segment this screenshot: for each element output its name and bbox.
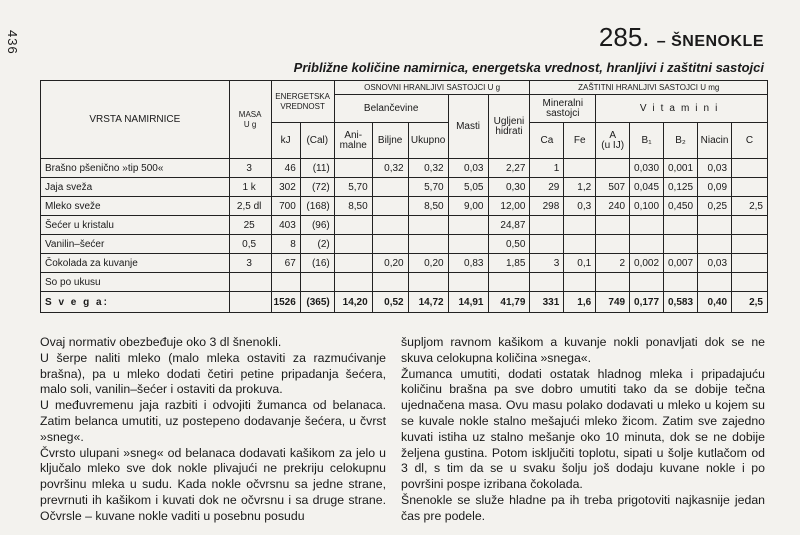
cell-fat: 14,91 xyxy=(448,292,488,313)
header-fe: Fe xyxy=(564,123,596,159)
cell-fe xyxy=(564,273,596,292)
cell-fe xyxy=(564,159,596,178)
cell-niacin: 0,03 xyxy=(698,159,732,178)
cell-kj: 8 xyxy=(271,235,300,254)
cell-mass: 1 k xyxy=(229,178,271,197)
cell-a: 507 xyxy=(596,178,630,197)
header-cal: (Cal) xyxy=(300,123,334,159)
cell-carbs: 0,30 xyxy=(488,178,530,197)
recipe-number: 285. xyxy=(598,22,650,52)
instruction-paragraph: Šnenokle se služe hladne pa ih treba prigotoviti najkasnije jedan čas pre podele. xyxy=(401,492,765,523)
cell-animal: 14,20 xyxy=(334,292,372,313)
cell-plant: 0,52 xyxy=(372,292,408,313)
cell-a xyxy=(596,216,630,235)
cell-c xyxy=(732,159,768,178)
cell-plant xyxy=(372,273,408,292)
cell-plant xyxy=(372,178,408,197)
cell-niacin: 0,40 xyxy=(698,292,732,313)
cell-mass xyxy=(229,273,271,292)
header-minerals: Mineralni sastojci xyxy=(530,95,596,123)
cell-plant xyxy=(372,216,408,235)
table-row xyxy=(41,159,768,178)
cell-niacin: 0,09 xyxy=(698,178,732,197)
table-row xyxy=(41,216,768,235)
cell-mass: 0,5 xyxy=(229,235,271,254)
cell-kj: 67 xyxy=(271,254,300,273)
cell-niacin: 0,25 xyxy=(698,197,732,216)
cell-ca: 29 xyxy=(530,178,564,197)
cell-cal: (96) xyxy=(300,216,334,235)
cell-b1: 0,177 xyxy=(630,292,664,313)
cell-ca: 331 xyxy=(530,292,564,313)
cell-fat xyxy=(448,273,488,292)
cell-name: Jaja sveža xyxy=(41,178,230,197)
cell-b1: 0,045 xyxy=(630,178,664,197)
cell-c xyxy=(732,254,768,273)
cell-b2 xyxy=(664,216,698,235)
cell-total: 8,50 xyxy=(408,197,448,216)
cell-carbs: 12,00 xyxy=(488,197,530,216)
cell-niacin: 0,03 xyxy=(698,254,732,273)
header-vit-b2: B₂ xyxy=(664,123,698,159)
nutrition-table xyxy=(40,80,768,313)
cell-b2 xyxy=(664,235,698,254)
cell-carbs: 2,27 xyxy=(488,159,530,178)
cell-c xyxy=(732,178,768,197)
header-vit-b1: B₁ xyxy=(630,123,664,159)
recipe-name: – ŠNENOKLE xyxy=(656,33,764,50)
instruction-paragraph: Ovaj normativ obezbeđuje oko 3 dl šnenokli. xyxy=(40,335,282,349)
cell-ca xyxy=(530,273,564,292)
cell-fe: 0,1 xyxy=(564,254,596,273)
cell-fat: 0,03 xyxy=(448,159,488,178)
header-vitamins: Vitamini xyxy=(596,95,768,123)
cell-cal: (16) xyxy=(300,254,334,273)
cell-carbs xyxy=(488,273,530,292)
instructions-right-column xyxy=(401,335,765,525)
cell-name: Mleko sveže xyxy=(41,197,230,216)
header-protein: Belančevine xyxy=(334,95,448,123)
cell-c: 2,5 xyxy=(732,292,768,313)
cell-b2: 0,001 xyxy=(664,159,698,178)
instruction-paragraph: Žumanca umutiti, dodati ostatak hladnog mleka i pripadajuću količinu brašna pa sve dobro umutiti tako da se dobije tečna ujednačena masa. Ovu masu polako dodavati u mleko u kojem su se kuvale nokle stalno mešajući mleko žicom. Zatim sve zajedno kuvati istiha uz stalno mešanje oko 10 minuta, dok se ne dobije željena gustina. Potom isključiti toplotu, sipati u šolje kutlačom od 3 dl, s tim da se u svaku šolju još dodaju kuvane nokle i po površini pospe izribana čokolada. xyxy=(401,366,765,492)
header-vit-a: A (u IJ) xyxy=(596,123,630,159)
instructions-left-column xyxy=(40,335,386,525)
cell-animal xyxy=(334,254,372,273)
cell-name: Vanilin–šećer xyxy=(41,235,230,254)
cell-mass: 3 xyxy=(229,254,271,273)
table-row xyxy=(41,178,768,197)
cell-animal: 5,70 xyxy=(334,178,372,197)
cell-c xyxy=(732,216,768,235)
cell-plant: 0,20 xyxy=(372,254,408,273)
cell-total xyxy=(408,235,448,254)
cell-animal xyxy=(334,159,372,178)
cell-fat xyxy=(448,216,488,235)
cell-b1 xyxy=(630,273,664,292)
cell-fe: 1,2 xyxy=(564,178,596,197)
table-row xyxy=(41,273,768,292)
cell-ca: 298 xyxy=(530,197,564,216)
table-subtitle: Približne količine namirnica, energetska vrednost, hranljivi i zaštitni sastojci xyxy=(293,60,764,75)
cell-c xyxy=(732,273,768,292)
header-carbs: Ugljeni hidrati xyxy=(488,95,530,159)
instruction-paragraph: U šerpe naliti mleko (malo mleka ostaviti za razmućivanje brašna), pa u mleko dodati četiri petine pripadanja šećera, malo soli, vanilin–šećer i ostaviti da prokuva. xyxy=(40,350,386,397)
instruction-paragraph: šupljom ravnom kašikom a kuvanje nokli ponavljati dok se ne skuva celokupna količina »snega«. xyxy=(401,335,765,365)
cell-cal: (2) xyxy=(300,235,334,254)
cell-a: 240 xyxy=(596,197,630,216)
page-number: 436 xyxy=(5,30,20,55)
cell-fe: 1,6 xyxy=(564,292,596,313)
cell-total: 5,70 xyxy=(408,178,448,197)
cell-b1: 0,030 xyxy=(630,159,664,178)
cell-animal xyxy=(334,273,372,292)
cell-carbs: 24,87 xyxy=(488,216,530,235)
table-row xyxy=(41,197,768,216)
cell-fat xyxy=(448,235,488,254)
cell-cal: (168) xyxy=(300,197,334,216)
header-ca: Ca xyxy=(530,123,564,159)
cell-a xyxy=(596,235,630,254)
cell-name: Brašno pšenično »tip 500« xyxy=(41,159,230,178)
header-basic-nutrients: OSNOVNI HRANLJIVI SASTOJCI U g xyxy=(334,81,530,95)
cell-fat: 0,83 xyxy=(448,254,488,273)
header-mass: MASA U g xyxy=(229,81,271,159)
header-vit-c: C xyxy=(732,123,768,159)
cell-mass: 25 xyxy=(229,216,271,235)
cell-niacin xyxy=(698,273,732,292)
header-energy: ENERGETSKA VREDNOST xyxy=(271,81,334,123)
cell-ca: 3 xyxy=(530,254,564,273)
cell-b1: 0,002 xyxy=(630,254,664,273)
cell-plant xyxy=(372,235,408,254)
cell-total xyxy=(408,216,448,235)
cell-name: Čokolada za kuvanje xyxy=(41,254,230,273)
cell-carbs: 0,50 xyxy=(488,235,530,254)
header-niacin: Niacin xyxy=(698,123,732,159)
cell-ca: 1 xyxy=(530,159,564,178)
cell-kj: 46 xyxy=(271,159,300,178)
cell-a xyxy=(596,273,630,292)
cell-kj: 1526 xyxy=(271,292,300,313)
cell-b2: 0,007 xyxy=(664,254,698,273)
cell-cal: (11) xyxy=(300,159,334,178)
cell-fe: 0,3 xyxy=(564,197,596,216)
cell-carbs: 41,79 xyxy=(488,292,530,313)
header-kj: kJ xyxy=(271,123,300,159)
cell-a: 2 xyxy=(596,254,630,273)
cell-b1: 0,100 xyxy=(630,197,664,216)
header-protein-total: Ukupno xyxy=(408,123,448,159)
cell-kj: 700 xyxy=(271,197,300,216)
cell-b2: 0,125 xyxy=(664,178,698,197)
cell-carbs: 1,85 xyxy=(488,254,530,273)
cell-total: 0,32 xyxy=(408,159,448,178)
header-protective-nutrients: ZAŠTITNI HRANLJIVI SASTOJCI U mg xyxy=(530,81,768,95)
table-row xyxy=(41,254,768,273)
header-fat: Masti xyxy=(448,95,488,159)
cell-total: 0,20 xyxy=(408,254,448,273)
cell-c: 2,5 xyxy=(732,197,768,216)
header-protein-plant: Biljne xyxy=(372,123,408,159)
cell-fe xyxy=(564,235,596,254)
cell-animal xyxy=(334,216,372,235)
table-total-row xyxy=(41,292,768,313)
cell-name: Šećer u kristalu xyxy=(41,216,230,235)
cell-c xyxy=(732,235,768,254)
cell-ca xyxy=(530,235,564,254)
cell-fat: 9,00 xyxy=(448,197,488,216)
cell-plant xyxy=(372,197,408,216)
cell-total xyxy=(408,273,448,292)
cell-plant: 0,32 xyxy=(372,159,408,178)
instruction-paragraph: U međuvremenu jaja razbiti i odvojiti žumanca od belanaca. Zatim belanca umutiti, uz postepeno dodavanje šećera, u čvrst »sneg«. xyxy=(40,398,386,444)
cell-b2: 0,583 xyxy=(664,292,698,313)
cell-niacin xyxy=(698,235,732,254)
table-row xyxy=(41,235,768,254)
cell-b1 xyxy=(630,216,664,235)
recipe-title xyxy=(599,22,764,53)
cell-name: S v e g a: xyxy=(41,292,230,313)
cell-kj: 403 xyxy=(271,216,300,235)
cell-fat: 5,05 xyxy=(448,178,488,197)
cell-cal: (72) xyxy=(300,178,334,197)
cell-a xyxy=(596,159,630,178)
cell-name: So po ukusu xyxy=(41,273,230,292)
cell-a: 749 xyxy=(596,292,630,313)
cell-mass xyxy=(229,292,271,313)
cell-niacin xyxy=(698,216,732,235)
cell-cal: (365) xyxy=(300,292,334,313)
cell-mass: 3 xyxy=(229,159,271,178)
instruction-paragraph: Čvrsto ulupani »sneg« od belanaca dodavati kašikom za jelo u ključalo mleko sve dok nokle plivajući ne prekriju celokupnu površinu mleka u sudu. Kada nokle očvrsnu sa jedne strane, prevrnuti ih kašikom i kuvati dok ne očvrsnu i sa druge strane. Očvrsle – kuvane nokle vaditi u posebnu posudu xyxy=(40,445,386,523)
cell-b2 xyxy=(664,273,698,292)
cell-animal xyxy=(334,235,372,254)
cell-mass: 2,5 dl xyxy=(229,197,271,216)
cell-kj xyxy=(271,273,300,292)
cell-ca xyxy=(530,216,564,235)
cell-total: 14,72 xyxy=(408,292,448,313)
cell-kj: 302 xyxy=(271,178,300,197)
header-food-name: VRSTA NAMIRNICE xyxy=(41,81,230,159)
cell-animal: 8,50 xyxy=(334,197,372,216)
cell-fe xyxy=(564,216,596,235)
cell-b1 xyxy=(630,235,664,254)
cell-cal xyxy=(300,273,334,292)
cell-b2: 0,450 xyxy=(664,197,698,216)
header-protein-animal: Ani- malne xyxy=(334,123,372,159)
